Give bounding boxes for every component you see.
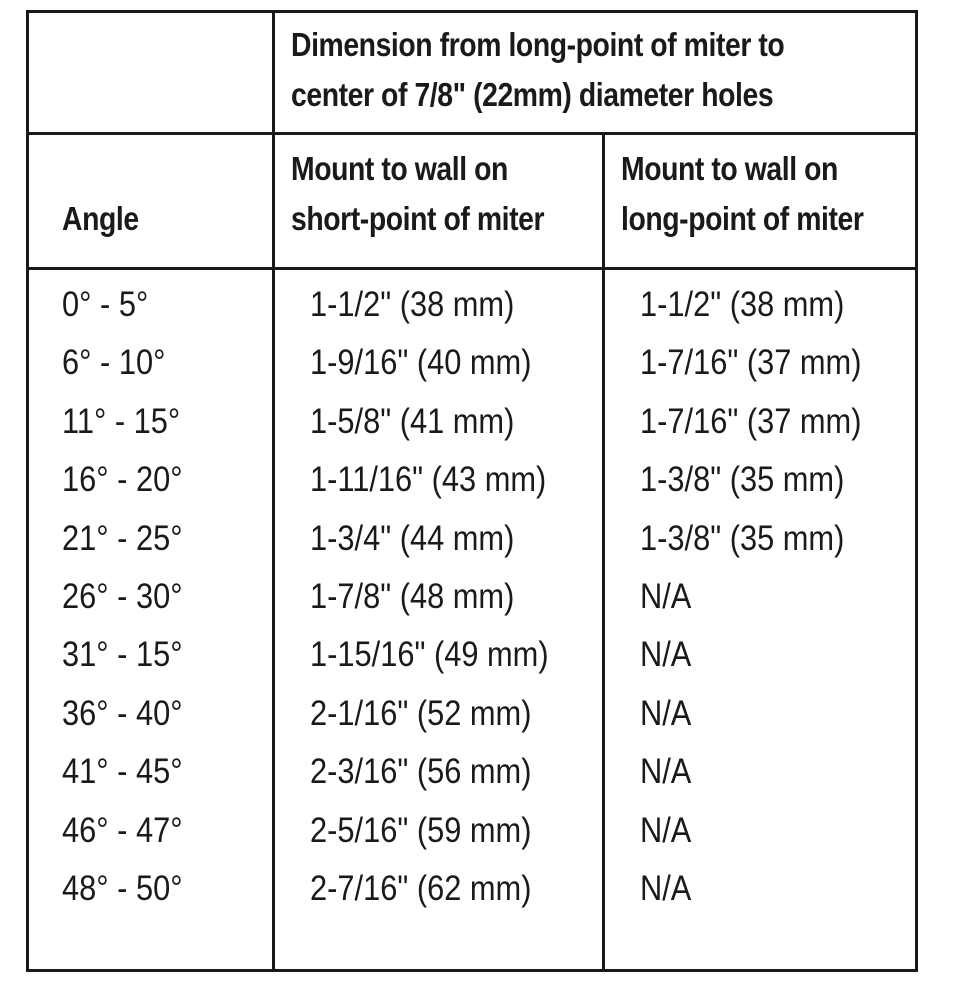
long-point-column: [640, 276, 892, 918]
header-divider-1: [26, 132, 918, 135]
angle-cell: 41° - 45°: [62, 752, 183, 792]
column-header-long-line-2: long-point of miter: [621, 200, 864, 237]
angle-cell: 36° - 40°: [62, 693, 183, 733]
short-point-column: [310, 276, 581, 918]
short-point-cell: 2-5/16" (59 mm): [310, 810, 532, 850]
angle-cell: 21° - 25°: [62, 518, 183, 558]
angle-cell: 31° - 15°: [62, 635, 183, 675]
short-point-cell: 2-3/16" (56 mm): [310, 752, 532, 792]
long-point-cell: N/A: [640, 635, 692, 675]
short-point-cell: 1-15/16" (49 mm): [310, 635, 549, 675]
angle-column: [62, 276, 199, 918]
angle-cell: 11° - 15°: [62, 401, 181, 441]
long-point-cell: 1-7/16" (37 mm): [640, 343, 862, 383]
long-point-cell: 1-3/8" (35 mm): [640, 460, 845, 500]
short-point-cell: 1-5/8" (41 mm): [310, 401, 515, 441]
angle-cell: 46° - 47°: [62, 810, 183, 850]
short-point-cell: 2-7/16" (62 mm): [310, 869, 532, 909]
column-header-short-line-2: short-point of miter: [291, 200, 545, 237]
long-point-cell: N/A: [640, 693, 692, 733]
header-group-line-1: Dimension from long-point of miter to: [291, 26, 785, 63]
angle-cell: 16° - 20°: [62, 460, 183, 500]
column-divider-1: [272, 10, 275, 972]
long-point-cell: N/A: [640, 752, 692, 792]
long-point-cell: 1-3/8" (35 mm): [640, 518, 845, 558]
short-point-cell: 1-3/4" (44 mm): [310, 518, 515, 558]
long-point-cell: N/A: [640, 810, 692, 850]
short-point-cell: 1-1/2" (38 mm): [310, 285, 515, 324]
long-point-cell: N/A: [640, 577, 692, 617]
angle-cell: 48° - 50°: [62, 869, 183, 909]
long-point-cell: 1-1/2" (38 mm): [640, 285, 845, 324]
long-point-cell: 1-7/16" (37 mm): [640, 401, 862, 441]
short-point-cell: 1-7/8" (48 mm): [310, 577, 515, 617]
long-point-cell: N/A: [640, 869, 692, 909]
column-header-short-line-1: Mount to wall on: [291, 150, 508, 187]
column-header-angle: Angle: [62, 200, 139, 237]
short-point-cell: 2-1/16" (52 mm): [310, 693, 532, 733]
column-divider-2: [602, 134, 605, 972]
header-divider-2: [26, 267, 918, 270]
header-group-line-2: center of 7/8" (22mm) diameter holes: [291, 76, 774, 113]
angle-cell: 0° - 5°: [62, 285, 149, 324]
angle-cell: 26° - 30°: [62, 577, 183, 617]
column-header-long-line-1: Mount to wall on: [621, 150, 838, 187]
short-point-cell: 1-9/16" (40 mm): [310, 343, 532, 383]
angle-cell: 6° - 10°: [62, 343, 166, 383]
short-point-cell: 1-11/16" (43 mm): [310, 460, 547, 500]
